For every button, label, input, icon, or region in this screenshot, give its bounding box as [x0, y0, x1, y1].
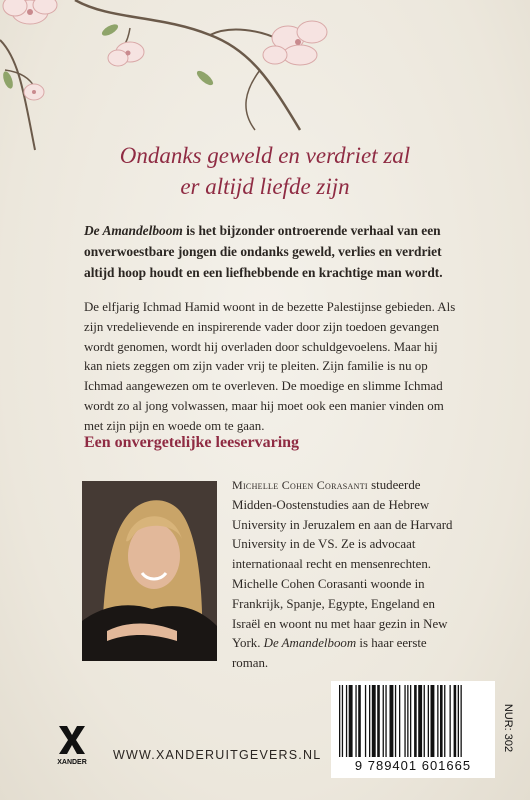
bio-text-b: is haar eerste roman.: [232, 636, 427, 671]
barcode-digits: 9 789401 601665: [354, 758, 472, 773]
intro-paragraph: [84, 220, 454, 283]
almond-blossom-branch-illustration: [0, 0, 530, 160]
barcode-bars: [337, 685, 489, 757]
author-name: Michelle Cohen Corasanti: [232, 478, 368, 492]
author-bio: [232, 476, 457, 674]
nur-code: [498, 683, 518, 773]
intro-book-title: De Amandelboom: [84, 223, 183, 238]
sub-heading: Een onvergetelijke leeservaring: [84, 434, 300, 451]
nur-text: NUR: 302: [502, 703, 514, 753]
intro-text: is het bijzonder ontroerende verhaal van een onverwoestbare jongen die ondanks geweld, verlies en verdriet altijd hoop houdt en een liefhebbende en krachtige man wordt.: [84, 223, 443, 280]
tagline-line-2: er altijd liefde zijn: [180, 174, 350, 199]
barcode: [331, 681, 495, 778]
bio-book-title: De Amandelboom: [263, 636, 357, 651]
tagline-line-1: Ondanks geweld en verdriet zal: [119, 143, 411, 168]
xander-logo-text: XANDER: [57, 759, 87, 766]
publisher-website: WWW.XANDERUITGEVERS.NL: [113, 748, 322, 762]
xander-logo: [55, 722, 89, 766]
synopsis-paragraph: De elfjarig Ichmad Hamid woont in de bezette Palestijnse gebieden. Als zijn vredelievende en inspirerende vader door zijn toedoen gevangen wordt genomen, wordt hij overladen door schuldgevoelens. Maar hij kan niets zeggen om zijn vader vrij te pleiten. Zijn familie is nu op Ichmad aangewezen om te overleven. De moedige en slimme Ichmad wordt zo al jong volwassen, maar hij moet ook een manier vinden om met zijn pijn en woede om te gaan.: [84, 300, 456, 433]
bio-text-a: studeerde Midden-Oostenstudies aan de Hebrew University in Jeruzalem en aan de Harvard University in de VS. Ze is advocaat internationaal recht en mensenrechten. Michelle Cohen Corasanti woonde in Frankrijk, Spanje, Egypte, Engeland en Israël en woont nu met haar gezin in New York.: [232, 478, 453, 651]
author-photo: [82, 481, 217, 661]
